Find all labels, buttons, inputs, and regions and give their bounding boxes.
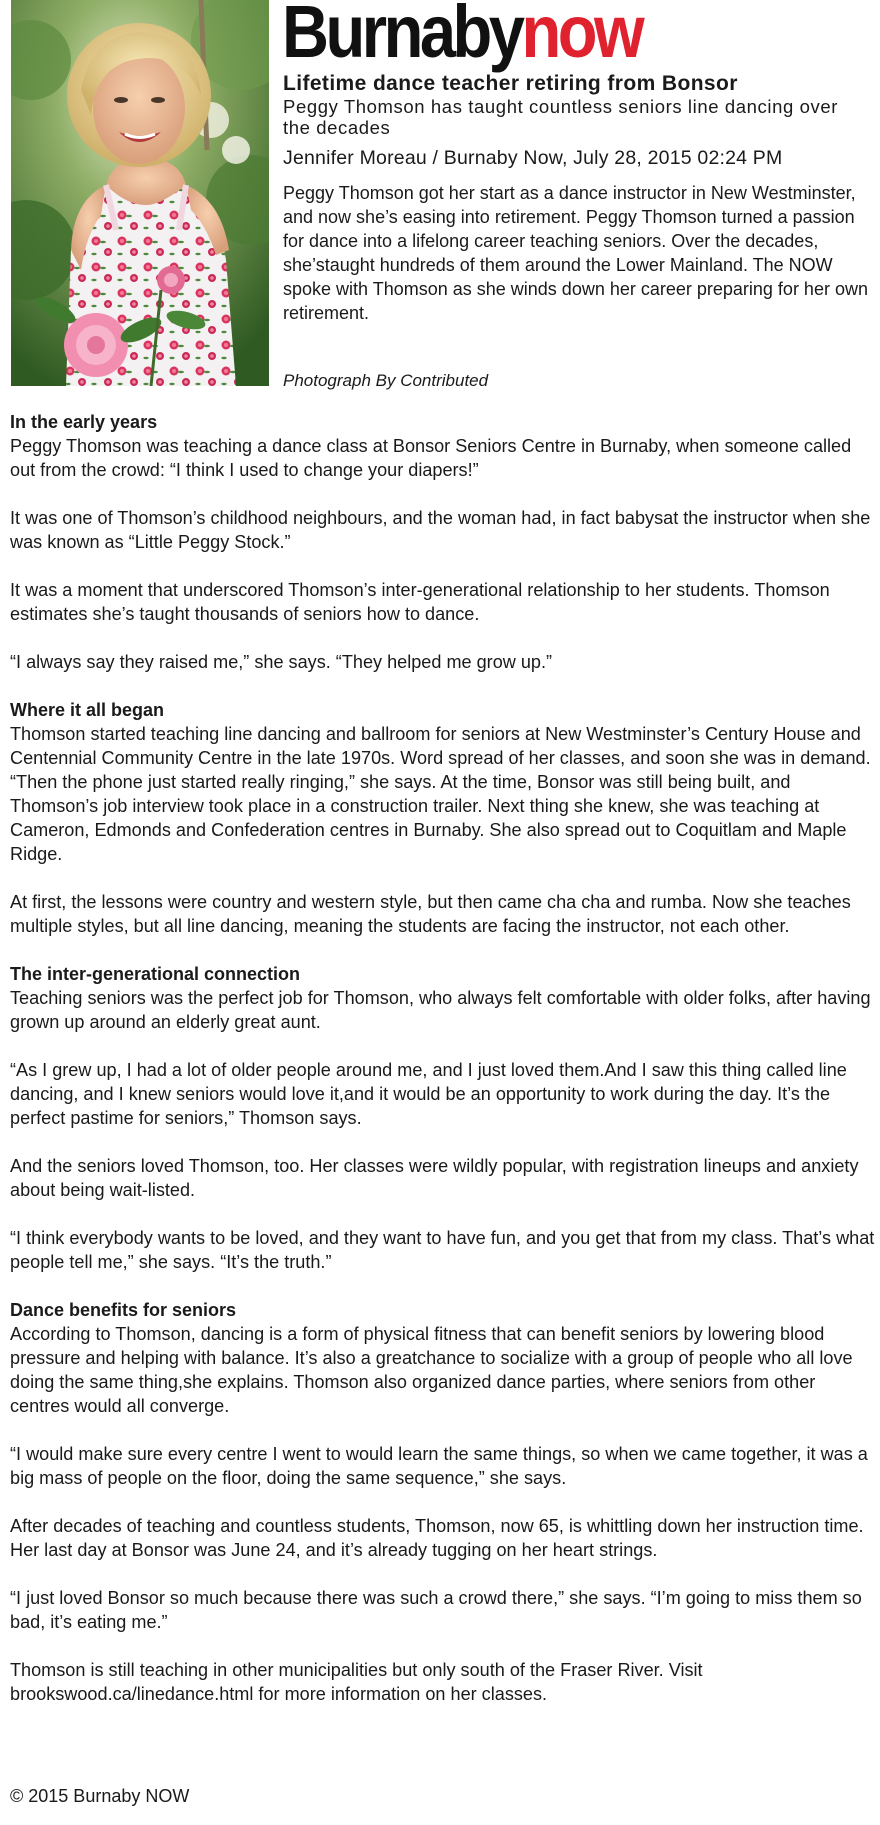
section-early-years xyxy=(10,410,876,674)
article-headline: Lifetime dance teacher retiring from Bonsor xyxy=(283,72,738,95)
section-dance-benefits xyxy=(10,1298,876,1706)
paragraph: It was one of Thomson’s childhood neighbours, and the woman had, in fact babysat the instructor when she was known as “Little Peggy Stock.” xyxy=(10,508,871,552)
paragraph: “I think everybody wants to be loved, and they want to have fun, and you get that from my class. That’s what people tell me,” she says. “It’s the truth.” xyxy=(10,1228,875,1272)
masthead-logo xyxy=(282,0,641,74)
copyright-footer: © 2015 Burnaby NOW xyxy=(10,1786,190,1806)
paragraph: Peggy Thomson was teaching a dance class at Bonsor Seniors Centre in Burnaby, when someone called out from the crowd: “I think I used to change your diapers!” xyxy=(10,436,852,480)
paragraph: “I would make sure every centre I went to would learn the same things, so when we came together, it was a big mass of people on the floor, doing the same sequence,” she says. xyxy=(10,1444,868,1488)
paragraph: “I always say they raised me,” she says. “They helped me grow up.” xyxy=(10,652,553,672)
photo-caption: Photograph By Contributed xyxy=(283,371,489,390)
article-body xyxy=(10,410,876,1730)
section-heading: In the early years xyxy=(10,412,158,432)
paragraph: According to Thomson, dancing is a form of physical fitness that can benefit seniors by lowering blood pressure and helping with balance. It’s also a greatchance to socialize with a group of people who all love doing the same thing,she explains. Thomson also organized dance parties, where seniors from other centres would all converge. xyxy=(10,1324,853,1416)
article-photo xyxy=(11,0,269,386)
photo-illustration xyxy=(11,0,269,386)
paragraph: And the seniors loved Thomson, too. Her classes were wildly popular, with registration lineups and anxiety about being wait-listed. xyxy=(10,1156,859,1200)
section-heading: Dance benefits for seniors xyxy=(10,1300,237,1320)
paragraph: It was a moment that underscored Thomson’s inter-generational relationship to her students. Thomson estimates she’s taught thousands of seniors how to dance. xyxy=(10,580,830,624)
article-lede: Peggy Thomson got her start as a dance instructor in New Westminster, and now she’s easing into retirement. Peggy Thomson turned a passion for dance into a lifelong career teaching seniors. Over the decades, she’staught hundreds of them around the Lower Mainland. The NOW spoke with Thomson as she winds down her career preparing for her own retirement. xyxy=(283,183,868,323)
masthead-brand-burnaby: Burnaby xyxy=(282,0,522,73)
paragraph: After decades of teaching and countless students, Thomson, now 65, is whittling down her instruction time. Her last day at Bonsor was June 24, and it’s already tugging on her heart strings. xyxy=(10,1516,864,1560)
article-deck: Peggy Thomson has taught countless seniors line dancing over the decades xyxy=(283,96,839,138)
masthead-brand-now: now xyxy=(521,0,642,73)
paragraph: “As I grew up, I had a lot of older people around me, and I just loved them.And I saw this thing called line dancing, and I knew seniors would love it,and it would be an opportunity to work during the day. It’s the perfect pastime for seniors,” Thomson says. xyxy=(10,1060,847,1128)
paragraph: At first, the lessons were country and western style, but then came cha cha and rumba. Now she teaches multiple styles, but all line dancing, meaning the students are facing the instructor, not each other. xyxy=(10,892,851,936)
paragraph: “I just loved Bonsor so much because there was such a crowd there,” she says. “I’m going to miss them so bad, it’s eating me.” xyxy=(10,1588,862,1632)
section-heading: The inter-generational connection xyxy=(10,964,301,984)
section-inter-generational xyxy=(10,962,876,1274)
paragraph: Thomson started teaching line dancing and ballroom for seniors at New Westminster’s Century House and Centennial Community Centre in the late 1970s. Word spread of her classes, and soon she was in demand. “Then the phone just started really ringing,” she says. At the time, Bonsor was still being built, and Thomson’s job interview took place in a construction trailer. Next thing she knew, she was teaching at Cameron, Edmonds and Confederation centres in Burnaby. She also spread out to Coquitlam and Maple Ridge. xyxy=(10,724,871,864)
section-heading: Where it all began xyxy=(10,700,165,720)
paragraph: Teaching seniors was the perfect job for Thomson, who always felt comfortable with older folks, after having grown up around an elderly great aunt. xyxy=(10,988,871,1032)
article-byline: Jennifer Moreau / Burnaby Now, July 28, 2015 02:24 PM xyxy=(283,147,783,169)
section-where-it-began xyxy=(10,698,876,938)
paragraph: Thomson is still teaching in other municipalities but only south of the Fraser River. Visit brookswood.ca/linedance.html for more information on her classes. xyxy=(10,1660,703,1704)
